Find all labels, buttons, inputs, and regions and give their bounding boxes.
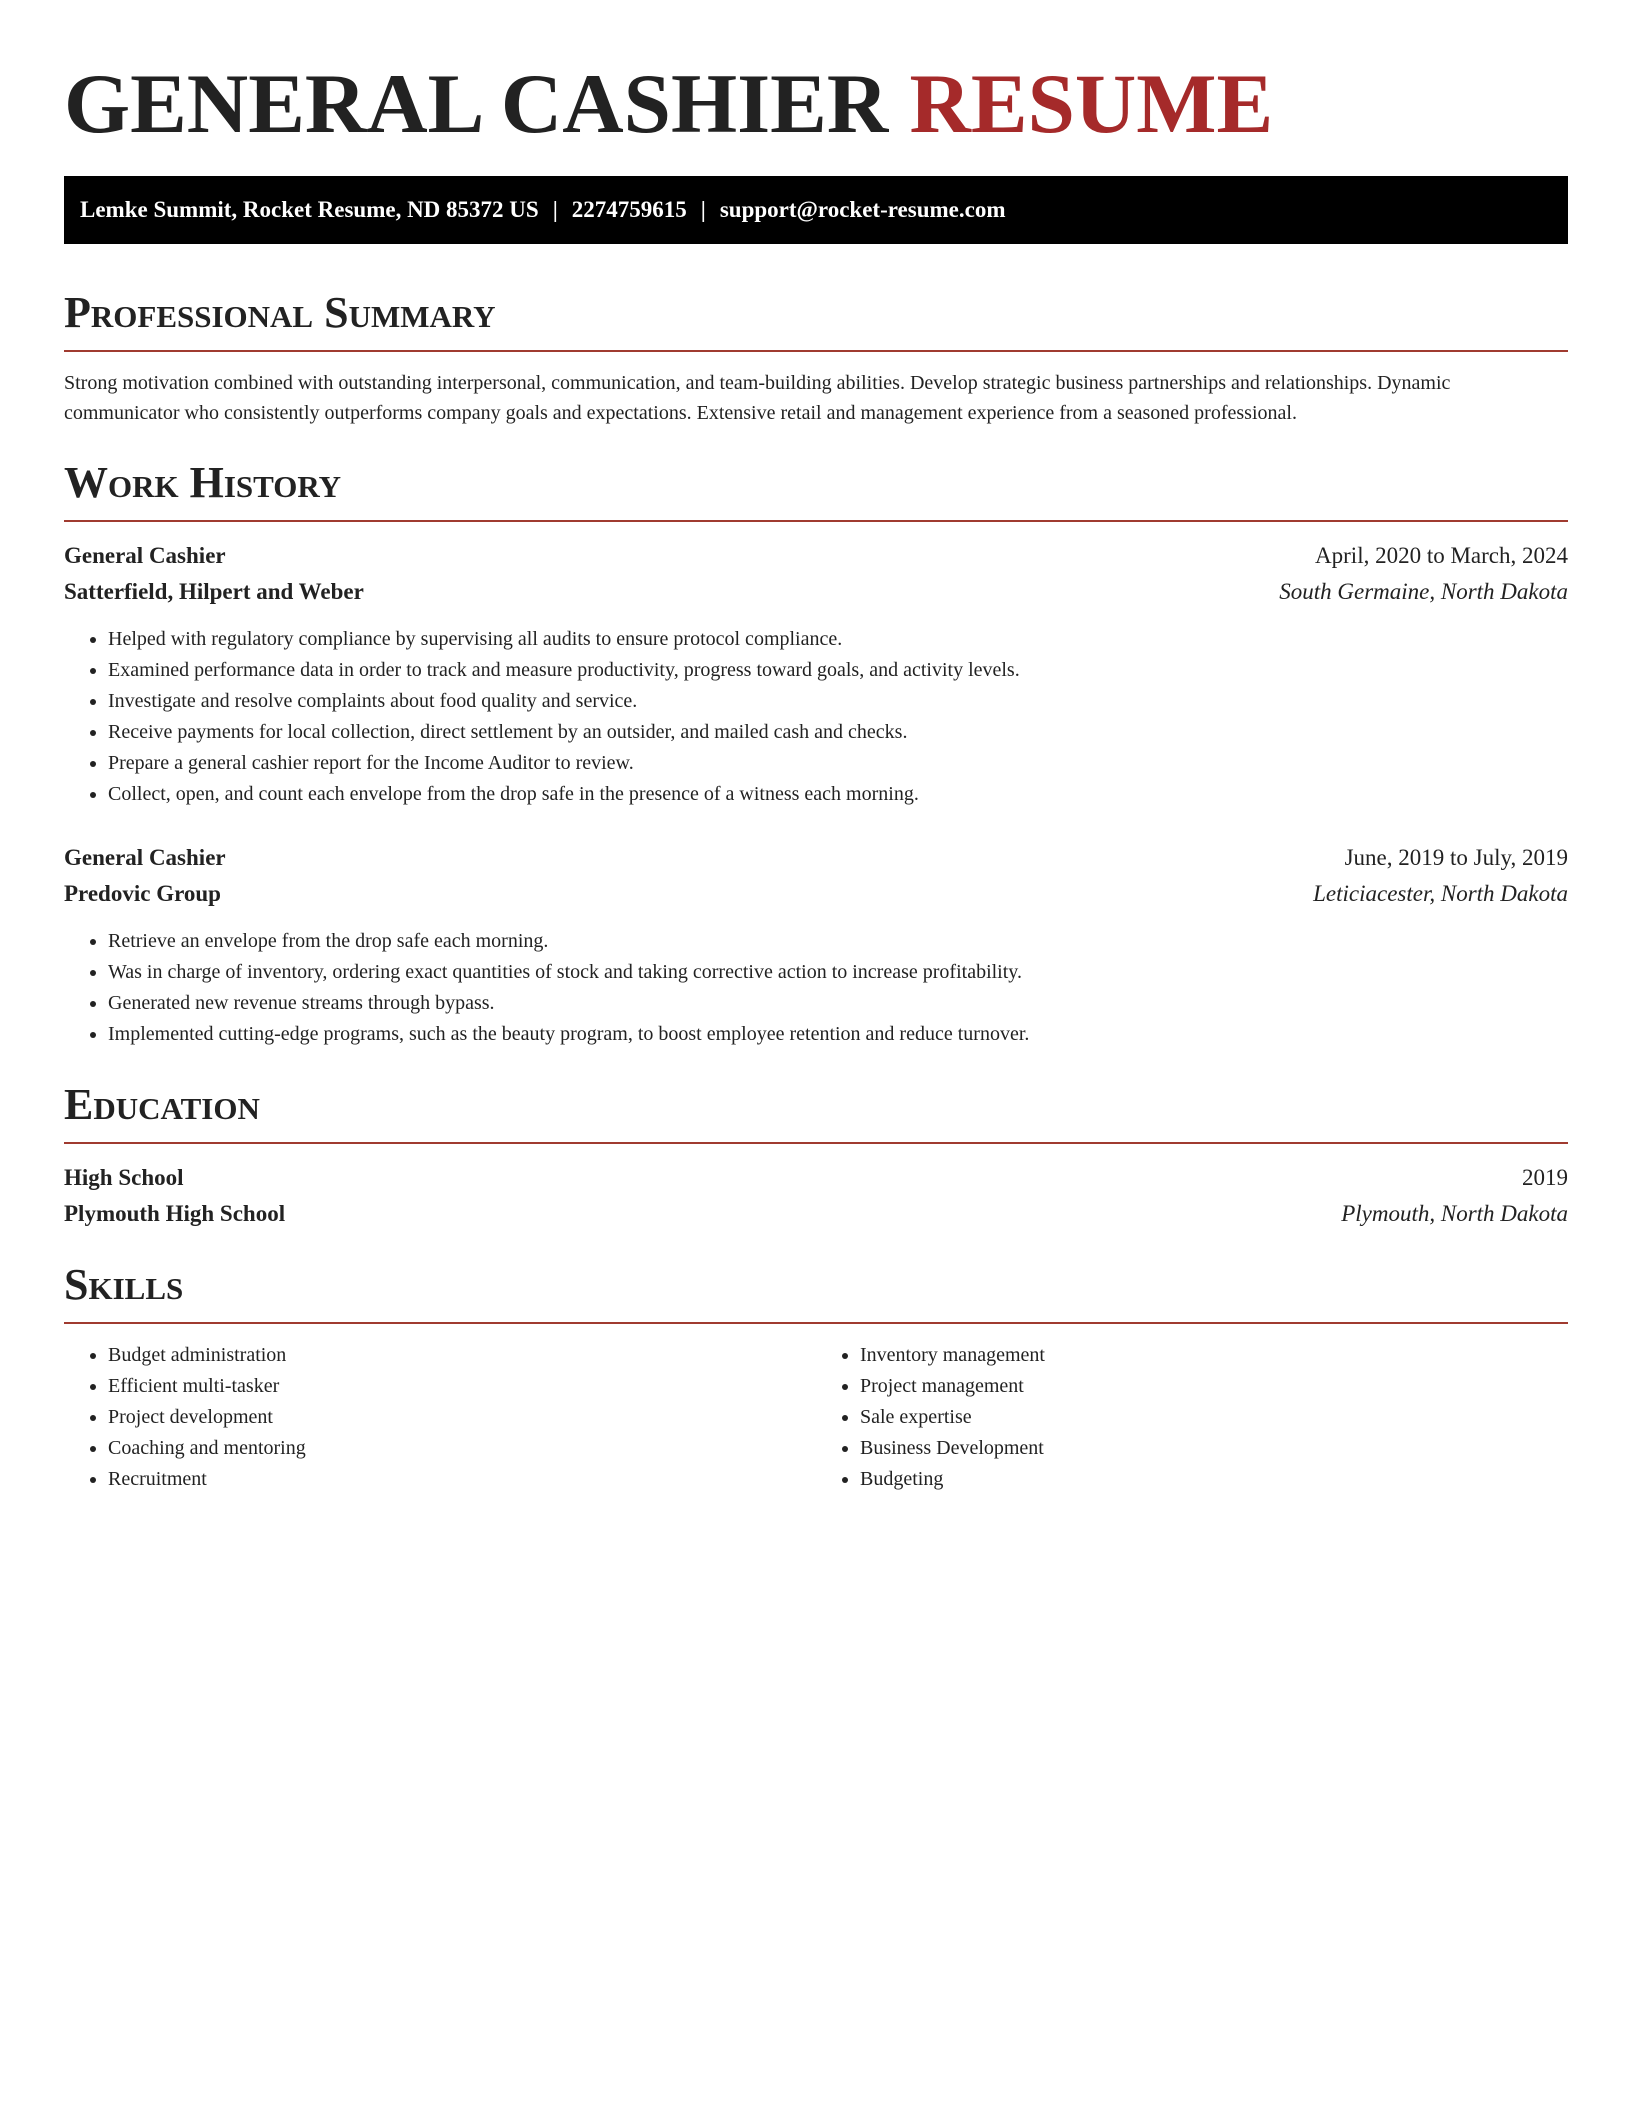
resume-title xyxy=(64,54,1568,154)
list-item: • Collect, open, and count each envelope from the drop safe in the presence of a witness each morning. xyxy=(108,779,1568,810)
skill-item: • Efficient multi-tasker xyxy=(108,1371,816,1402)
skill-item: • Business Development xyxy=(860,1433,1568,1464)
skill-item: • Budgeting xyxy=(860,1464,1568,1495)
job-company-row xyxy=(64,876,1568,912)
job-title-row xyxy=(64,538,1568,574)
education-school: Plymouth High School xyxy=(64,1201,286,1226)
list-item: • Prepare a general cashier report for the Income Auditor to review. xyxy=(108,748,1568,779)
skill-item: • Inventory management xyxy=(860,1340,1568,1371)
contact-phone[interactable]: 2274759615 xyxy=(571,197,687,222)
skills-heading: Skills xyxy=(64,1260,184,1309)
skill-item: • Project development xyxy=(108,1402,816,1433)
title-accent: RESUME xyxy=(909,57,1274,151)
contact-bar xyxy=(64,176,1568,244)
section-divider xyxy=(64,350,1568,352)
job-bullets xyxy=(64,926,1568,1050)
contact-email[interactable]: support@rocket-resume.com xyxy=(719,197,1006,222)
work-history-heading: Work History xyxy=(64,458,342,507)
education-location: Plymouth, North Dakota xyxy=(1341,1201,1568,1226)
list-item: • Generated new revenue streams through bypass. xyxy=(108,988,1568,1019)
education-degree: High School xyxy=(64,1165,184,1190)
skill-item: • Recruitment xyxy=(108,1464,816,1495)
section-divider xyxy=(64,1322,1568,1324)
skills-grid xyxy=(64,1340,1568,1495)
job-bullets xyxy=(64,624,1568,810)
education-school-row xyxy=(64,1196,1568,1232)
job-entry xyxy=(64,538,1568,810)
summary-heading: Professional Summary xyxy=(64,288,496,337)
job-title: General Cashier xyxy=(64,543,226,568)
skills-list-right xyxy=(816,1340,1568,1495)
list-item: • Implemented cutting-edge programs, such as the beauty program, to boost employee retention and reduce turnover. xyxy=(108,1019,1568,1050)
skills-list-left xyxy=(64,1340,816,1495)
list-item: • Investigate and resolve complaints about food quality and service. xyxy=(108,686,1568,717)
section-divider xyxy=(64,1142,1568,1144)
section-divider xyxy=(64,520,1568,522)
education-degree-row xyxy=(64,1160,1568,1196)
contact-address: Lemke Summit, Rocket Resume, ND 85372 US xyxy=(80,197,539,222)
job-company-row xyxy=(64,574,1568,610)
education-heading: Education xyxy=(64,1080,260,1129)
job-dates: June, 2019 to July, 2019 xyxy=(1344,845,1568,870)
list-item: • Examined performance data in order to track and measure productivity, progress toward goals, and activity levels. xyxy=(108,655,1568,686)
skill-item: • Sale expertise xyxy=(860,1402,1568,1433)
title-main: GENERAL CASHIER xyxy=(64,57,889,151)
summary-text: Strong motivation combined with outstanding interpersonal, communication, and team-building abilities. Develop strategic business partnerships and relationships. Dynamic communicator who consistently outperforms company goals and expectations. Extensive retail and management experience from a seasoned professional. xyxy=(64,372,1451,424)
job-company: Satterfield, Hilpert and Weber xyxy=(64,579,364,604)
list-item: • Was in charge of inventory, ordering exact quantities of stock and taking corrective action to increase profitability. xyxy=(108,957,1568,988)
job-title: General Cashier xyxy=(64,845,226,870)
contact-separator: | xyxy=(552,197,558,222)
job-title-row xyxy=(64,840,1568,876)
job-entry xyxy=(64,840,1568,1050)
job-company: Predovic Group xyxy=(64,881,221,906)
skill-item: • Coaching and mentoring xyxy=(108,1433,816,1464)
list-item: • Receive payments for local collection, direct settlement by an outsider, and mailed cash and checks. xyxy=(108,717,1568,748)
list-item: • Retrieve an envelope from the drop safe each morning. xyxy=(108,926,1568,957)
job-dates: April, 2020 to March, 2024 xyxy=(1315,543,1568,568)
skill-item: • Budget administration xyxy=(108,1340,816,1371)
skill-item: • Project management xyxy=(860,1371,1568,1402)
contact-separator: | xyxy=(700,197,706,222)
job-location: South Germaine, North Dakota xyxy=(1279,579,1568,604)
list-item: • Helped with regulatory compliance by supervising all audits to ensure protocol compliance. xyxy=(108,624,1568,655)
education-year: 2019 xyxy=(1522,1165,1568,1190)
job-location: Leticiacester, North Dakota xyxy=(1313,881,1568,906)
